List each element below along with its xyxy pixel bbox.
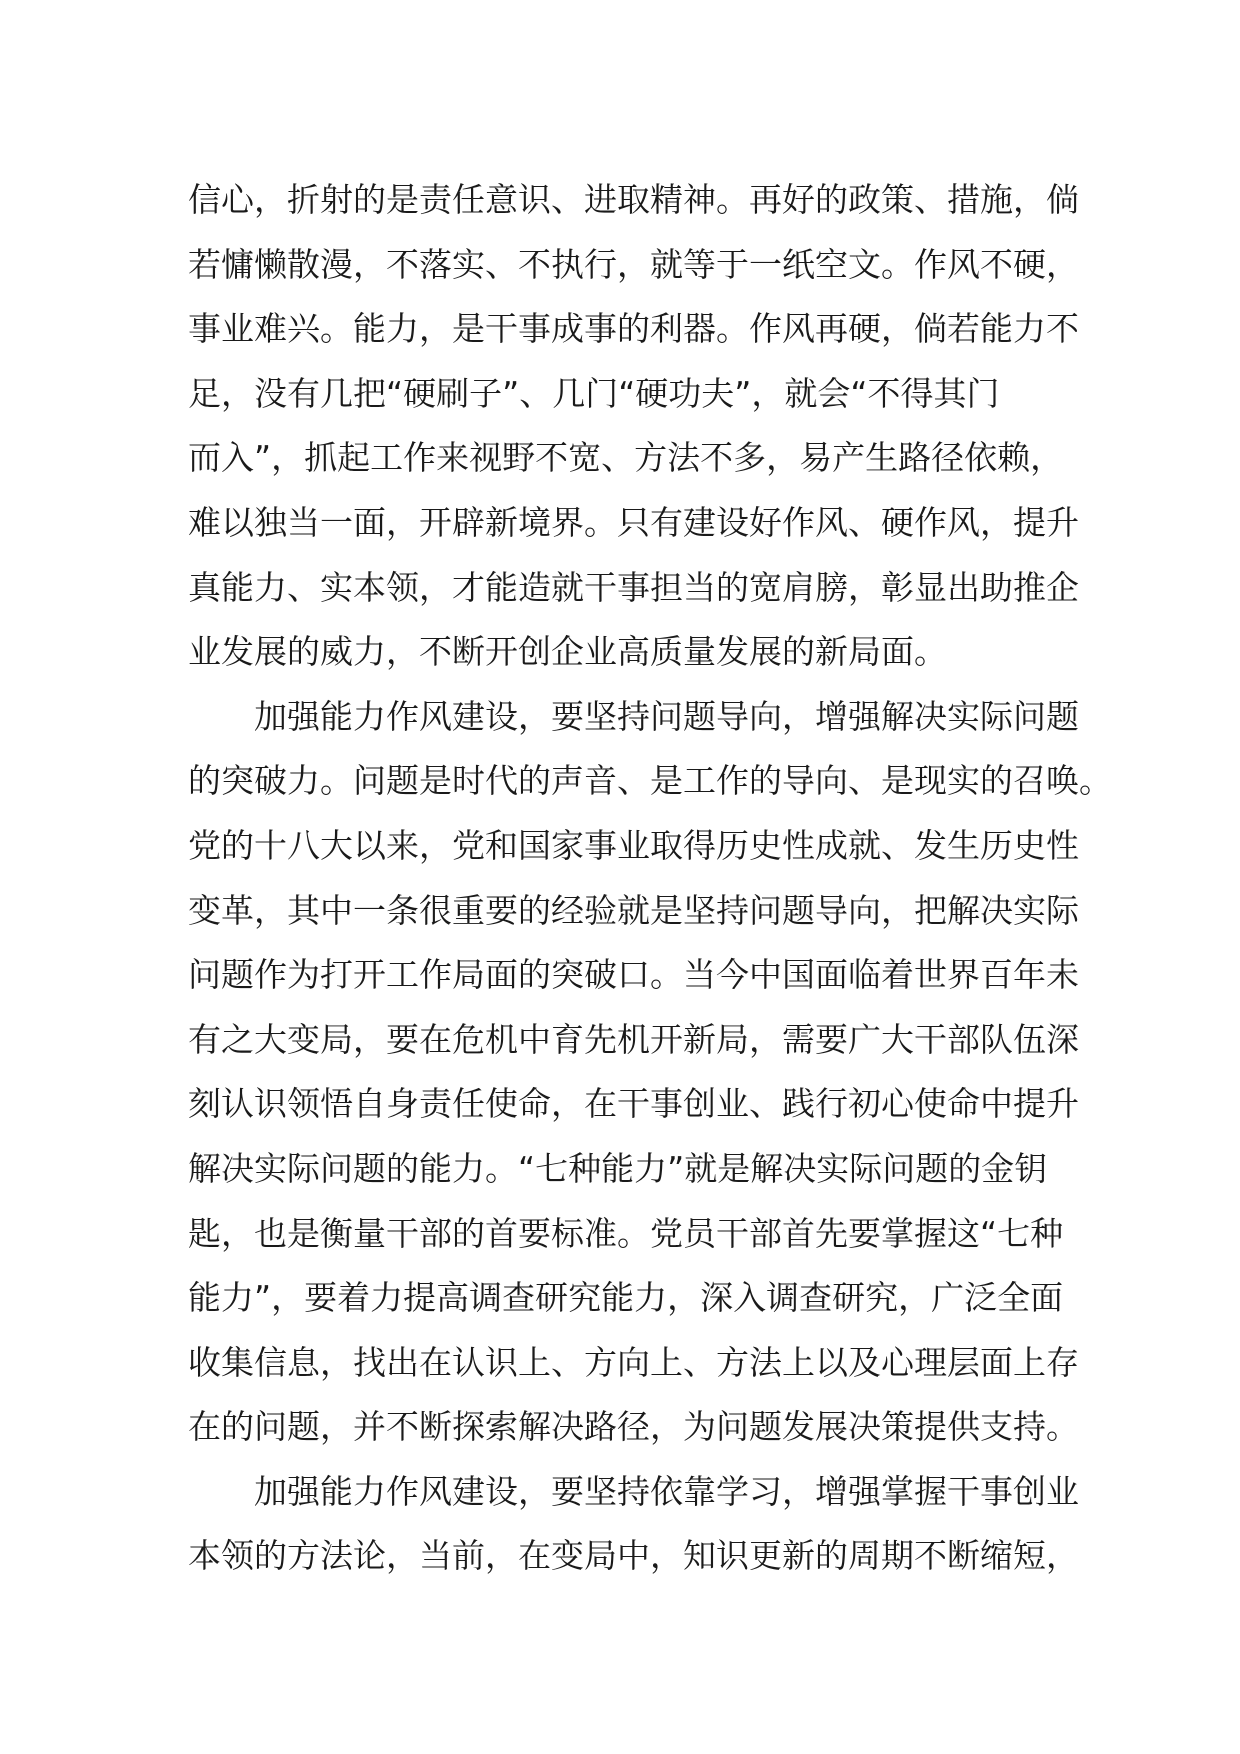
paragraph-3 [188, 1460, 1079, 1589]
paragraph-1 [188, 168, 1079, 685]
text-line: 解决实际问题的能力。“七种能力”就是解决实际问题的金钥 [188, 1148, 1048, 1188]
text-line: 本领的方法论，当前，在变局中，知识更新的周期不断缩短， [188, 1536, 1079, 1576]
text-line-first: 加强能力作风建设，要坚持问题导向，增强解决实际问题 [254, 696, 1079, 736]
text-line: 若慵懒散漫，不落实、不执行，就等于一纸空文。作风不硬， [188, 244, 1079, 284]
text-line: 在的问题，并不断探索解决路径，为问题发展决策提供支持。 [188, 1407, 1079, 1447]
text-line: 变革，其中一条很重要的经验就是坚持问题导向，把解决实际 [188, 890, 1079, 930]
text-line: 而入”，抓起工作来视野不宽、方法不多，易产生路径依赖， [188, 438, 1064, 478]
text-line: 问题作为打开工作局面的突破口。当今中国面临着世界百年未 [188, 955, 1079, 995]
text-line: 的突破力。问题是时代的声音、是工作的导向、是现实的召唤。 [188, 761, 1112, 801]
body-text [188, 168, 1112, 1589]
text-line: 信心，折射的是责任意识、进取精神。再好的政策、措施，倘 [188, 180, 1079, 219]
text-line: 事业难兴。能力，是干事成事的利器。作风再硬，倘若能力不 [188, 309, 1079, 349]
text-line: 真能力、实本领，才能造就干事担当的宽肩膀，彰显出助推企 [188, 567, 1079, 607]
text-line: 刻认识领悟自身责任使命，在干事创业、践行初心使命中提升 [188, 1084, 1079, 1124]
text-line: 党的十八大以来，党和国家事业取得历史性成就、发生历史性 [188, 825, 1079, 865]
paragraph-2 [188, 685, 1112, 1460]
text-line: 匙，也是衡量干部的首要标准。党员干部首先要掌握这“七种 [188, 1213, 1064, 1253]
text-line: 足，没有几把“硬刷子”、几门“硬功夫”，就会“不得其门 [188, 373, 1000, 413]
text-line: 难以独当一面，开辟新境界。只有建设好作风、硬作风，提升 [188, 502, 1079, 542]
text-line: 有之大变局，要在危机中育先机开新局，需要广大干部队伍深 [188, 1019, 1079, 1059]
text-line: 能力”，要着力提高调查研究能力，深入调查研究，广泛全面 [188, 1278, 1064, 1318]
text-line: 业发展的威力，不断开创企业高质量发展的新局面。 [188, 632, 947, 672]
text-line-first: 加强能力作风建设，要坚持依靠学习，增强掌握干事创业 [254, 1471, 1079, 1511]
text-line: 收集信息，找出在认识上、方向上、方法上以及心理层面上存 [188, 1342, 1079, 1382]
